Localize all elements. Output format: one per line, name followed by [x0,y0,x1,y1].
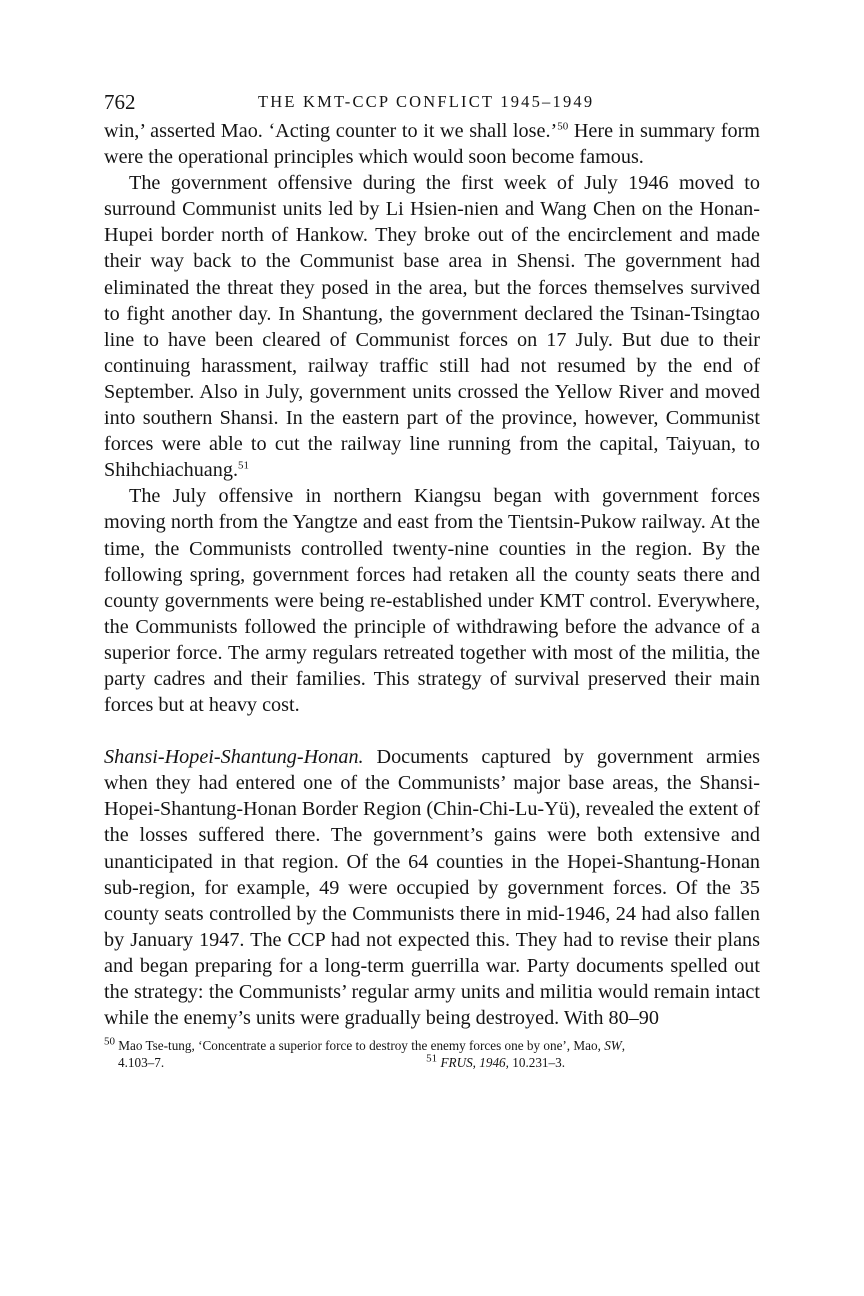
footnote-line-2 [104,1054,760,1071]
footnote-50-source: SW [604,1038,622,1054]
footnote-50 [104,1037,760,1054]
footnote-ref-51[interactable]: 51 [238,459,249,472]
body-text [104,118,760,1031]
running-head [104,88,760,118]
footnote-51-source: FRUS, 1946, [437,1055,509,1071]
footnote-50-text-end: , [621,1038,626,1054]
footnote-51-pages: 10.231–3. [508,1055,565,1071]
paragraph-1-text: win,’ asserted Mao. ‘Acting counter to it we shall lose.’ [104,120,558,142]
paragraph-1 [104,118,760,170]
footnotes [104,1037,760,1071]
footnote-50-text: Mao Tse-tung, ‘Concentrate a superior force to destroy the enemy forces one by one’, Mao, [115,1038,605,1054]
page [104,88,760,1071]
paragraph-4-text: Documents captured by government armies when they had entered one of the Communists’ major base areas, the Shansi-Hopei-Shantung-Honan Border Region (Chin-Chi-Lu-Yü), revealed the extent of the losses suffered there. The government’s gains were both extensive and unanticipated in that region. Of the 64 counties in the Hopei-Shantung-Honan sub-region, for example, 49 were occupied by government forces. Of the 35 county seats controlled by the Communists there in mid-1946, 24 had also fallen by January 1947. The CCP had not expected this. They had to revise their plans and began preparing for a long-term guerrilla war. Party documents spelled out the strategy: the Communists’ regular army units and militia would remain intact while the enemy’s units were gradually being destroyed. With 80–90 [104,746,760,1030]
footnote-50-mark: 50 [104,1035,115,1048]
paragraph-3: The July offensive in northern Kiangsu began with government forces moving north from the Yangtze and east from the Tientsin-Pukow railway. At the time, the Communists controlled twenty-nine counties in the region. By the following spring, government forces had retaken all the county seats there and county governments were being re-established under KMT control. Everywhere, the Communists followed the principle of withdrawing before the advance of a superior force. The army regulars retreated together with most of the militia, the party cadres and their families. This strategy of survival preserved their main forces but at heavy cost. [104,485,760,717]
paragraph-2 [104,170,760,483]
paragraph-1-tail: Here in summary form were the operational principles which would soon become famous. [104,120,760,169]
paragraph-4 [104,744,760,1031]
footnote-51-mark: 51 [426,1052,438,1065]
section-heading: Shansi-Hopei-Shantung-Honan. [104,746,364,769]
page-number: 762 [104,90,136,114]
paragraph-2-text: The government offensive during the first week of July 1946 moved to surround Communist units led by Li Hsien-nien and Wang Chen on the Honan-Hupei border north of Hankow. They broke out of the encirclement and made their way back to the Communist base area in Shensi. The government had eliminated the threat they posed in the area, but the forces themselves survived to fight another day. In Shantung, the government declared the Tsinan-Tsingtao line to have been cleared of Communist forces on 17 July. But due to their continuing harassment, railway traffic still had not resumed by the end of September. Also in July, government units crossed the Yellow River and moved into southern Shansi. In the eastern part of the province, however, Communist forces were able to cut the railway line running from the capital, Taiyuan, to Shihchiachuang. [104,172,760,482]
footnote-50-pages: 4.103–7. [118,1055,165,1071]
footnote-ref-50[interactable]: 50 [557,120,569,133]
running-title: THE KMT-CCP CONFLICT 1945–1949 [258,92,595,111]
